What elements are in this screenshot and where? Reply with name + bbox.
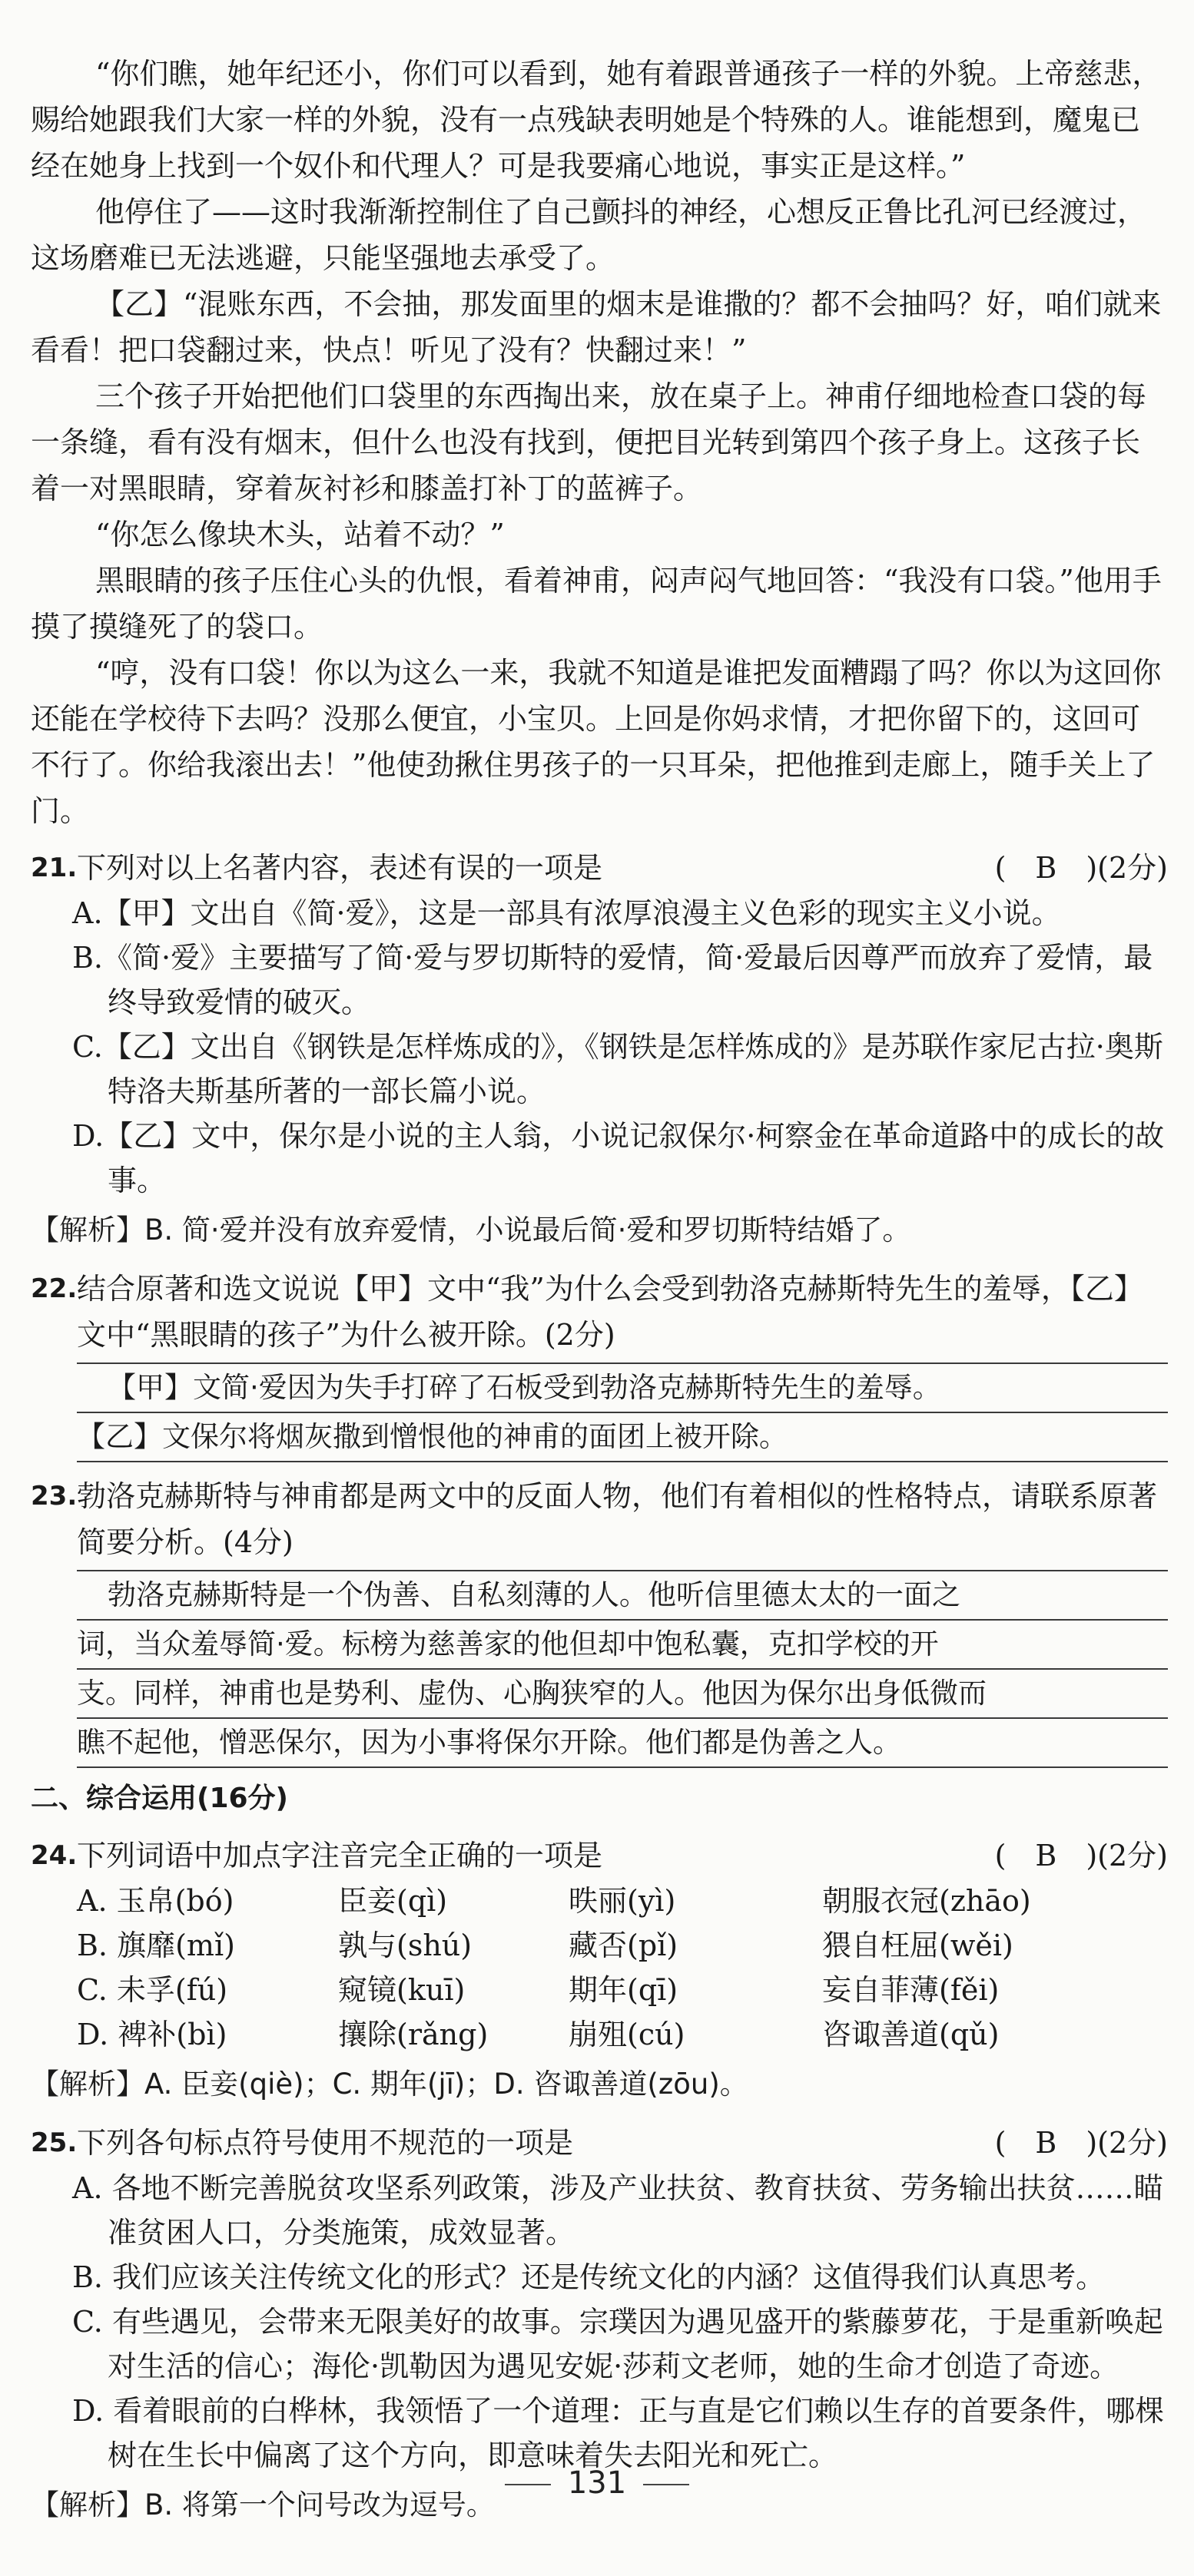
answer-line: 【甲】文简·爱因为失手打碎了石板受到勃洛克赫斯特先生的羞辱。 (77, 1364, 1168, 1413)
question-24 (31, 1833, 1168, 1879)
question-number: 23. (31, 1481, 78, 1511)
option-d: D.【乙】文中，保尔是小说的主人翁，小说记叙保尔·柯察金在革命道路中的成长的故事。 (72, 1119, 1165, 1197)
passage-paragraph: 他停住了——这时我渐渐控制住了自己颤抖的神经，心想反正鲁比孔河已经渡过，这场磨难已无法逃避，只能坚强地去承受了。 (31, 195, 1147, 275)
option-b: B.《简·爱》主要描写了简·爱与罗切斯特的爱情，简·爱最后因尊严而放弃了爱情，最终导致爱情的破灭。 (72, 941, 1153, 1019)
answer-line: 支。同样，神甫也是势利、虚伪、心胸狭窄的人。他因为保尔出身低微而 (77, 1670, 1168, 1719)
option-b: B. 我们应该关注传统文化的形式？还是传统文化的内涵？这值得我们认真思考。 (72, 2260, 1106, 2294)
analysis-note: 【解析】B. 简·爱并没有放弃爱情，小说最后简·爱和罗切斯特结婚了。 (31, 1214, 911, 1247)
passage-paragraph: “哼，没有口袋！你以为这么一来，我就不知道是谁把发面糟蹋了吗？你以为这回你还能在学校待下去吗？没那么便宜，小宝贝。上回是你妈求情，才把你留下的，这回可不行了。你给我滚出去！”他使劲揪住男孩子的一只耳朵，把他推到走廊上，随手关上了门。 (31, 656, 1162, 828)
option-cell: 昳丽(yì) (569, 1884, 676, 1918)
answer-choice: ( B )(2分) (994, 2126, 1168, 2160)
option-cell: 孰与(shú) (338, 1929, 473, 1962)
pinyin-options-grid (31, 1879, 1168, 2057)
question-stem: 下列对以上名著内容，表述有误的一项是 (77, 851, 603, 885)
option-cell: 期年(qī) (569, 1973, 678, 2007)
question-21 (31, 845, 1168, 891)
passage-paragraph: 三个孩子开始把他们口袋里的东西掏出来，放在桌子上。神甫仔细地检查口袋的每一条缝，看有没有烟末，但什么也没有找到，便把目光转到第四个孩子身上。这孩子长着一对黑眼睛，穿着灰衬衫和膝盖打补丁的蓝裤子。 (31, 379, 1147, 505)
passage-paragraph: “你们瞧，她年纪还小，你们可以看到，她有着跟普通孩子一样的外貌。上帝慈悲，赐给她跟我们大家一样的外貌，没有一点残缺表明她是个特殊的人。谁能想到，魔鬼已经在她身上找到一个奴仆和代理人？可是我要痛心地说，事实正是这样。” (31, 57, 1162, 183)
page-number: 131 (567, 2465, 627, 2501)
option-cell: 攘除(rǎng) (338, 2018, 489, 2051)
question-number: 22. (31, 1273, 78, 1304)
question-number: 25. (31, 2127, 78, 2158)
option-cell: C. 未孚(fú) (77, 1973, 228, 2007)
option-cell: 臣妾(qì) (338, 1884, 448, 1918)
answer-line: 瞧不起他，憎恶保尔，因为小事将保尔开除。他们都是伪善之人。 (77, 1719, 1168, 1768)
question-stem: 结合原著和选文说说【甲】文中“我”为什么会受到勃洛克赫斯特先生的羞辱，【乙】文中“黑眼睛的孩子”为什么被开除。(2分) (77, 1272, 1143, 1352)
section-heading: 二、综合运用(16分) (31, 1783, 289, 1814)
option-cell: 咨诹善道(qǔ) (822, 2018, 1000, 2051)
answer-choice: ( B )(2分) (994, 1839, 1168, 1872)
analysis-note: 【解析】B. 将第一个问号改为逗号。 (31, 2488, 495, 2521)
answer-choice: ( B )(2分) (994, 851, 1168, 885)
option-cell: B. 旗靡(mǐ) (77, 1929, 235, 1962)
passage-paragraph: 【乙】“混账东西，不会抽，那发面里的烟末是谁撒的？都不会抽吗？好，咱们就来看看！把口袋翻过来，快点！听见了没有？快翻过来！” (31, 287, 1162, 367)
option-c: C. 有些遇见，会带来无限美好的故事。宗璞因为遇见盛开的紫藤萝花，于是重新唤起对生活的信心；海伦·凯勒因为遇见安妮·莎莉文老师，她的生命才创造了奇迹。 (72, 2305, 1163, 2383)
analysis-note: 【解析】A. 臣妾(qiè)；C. 期年(jī)；D. 咨诹善道(zōu)。 (31, 2068, 748, 2101)
footer-dash (505, 2484, 551, 2485)
question-number: 21. (31, 853, 78, 883)
option-a: A.【甲】文出自《简·爱》，这是一部具有浓厚浪漫主义色彩的现实主义小说。 (72, 896, 1061, 930)
passage-paragraph: “你怎么像块木头，站着不动？” (95, 518, 505, 551)
footer-dash (643, 2484, 689, 2485)
option-cell: 窥镜(kuī) (338, 1973, 466, 2007)
question-22 (31, 1266, 1168, 1358)
passage-paragraph: 黑眼睛的孩子压住心头的仇恨，看着神甫，闷声闷气地回答：“我没有口袋。”他用手摸了摸缝死了的袋口。 (31, 564, 1162, 644)
option-cell: D. 裨补(bì) (77, 2018, 227, 2051)
option-cell: 崩殂(cú) (569, 2018, 685, 2051)
page-footer (0, 2465, 1194, 2501)
answer-line: 勃洛克赫斯特是一个伪善、自私刻薄的人。他听信里德太太的一面之 (77, 1571, 1168, 1621)
page-content (31, 51, 1168, 2530)
option-c: C.【乙】文出自《钢铁是怎样炼成的》，《钢铁是怎样炼成的》是苏联作家尼古拉·奥斯特洛夫斯基所著的一部长篇小说。 (72, 1030, 1163, 1108)
question-number: 24. (31, 1840, 78, 1871)
option-a: A. 各地不断完善脱贫攻坚系列政策，涉及产业扶贫、教育扶贫、劳务输出扶贫……瞄准贫困人口，分类施策，成效显著。 (72, 2171, 1163, 2250)
option-d: D. 看着眼前的白桦林，我领悟了一个道理：正与直是它们赖以生存的首要条件，哪棵树在生长中偏离了这个方向，即意味着失去阳光和死亡。 (72, 2394, 1165, 2472)
option-cell: A. 玉帛(bó) (77, 1884, 234, 1918)
option-cell: 藏否(pǐ) (569, 1929, 678, 1962)
answer-area (77, 1570, 1168, 1768)
question-stem: 下列词语中加点字注音完全正确的一项是 (77, 1839, 603, 1872)
option-cell: 朝服衣冠(zhāo) (822, 1884, 1031, 1918)
question-stem: 勃洛克赫斯特与神甫都是两文中的反面人物，他们有着相似的性格特点，请联系原著简要分析。(4分) (77, 1479, 1158, 1559)
question-25 (31, 2120, 1168, 2166)
answer-line: 【乙】文保尔将烟灰撒到憎恨他的神甫的面团上被开除。 (77, 1413, 1168, 1462)
question-stem: 下列各句标点符号使用不规范的一项是 (77, 2126, 574, 2160)
option-cell: 妄自菲薄(fěi) (822, 1973, 1000, 2007)
option-cell: 猥自枉屈(wěi) (822, 1929, 1013, 1962)
answer-area (77, 1362, 1168, 1462)
answer-line: 词，当众羞辱简·爱。标榜为慈善家的他但却中饱私囊，克扣学校的开 (77, 1621, 1168, 1670)
question-23 (31, 1473, 1168, 1565)
